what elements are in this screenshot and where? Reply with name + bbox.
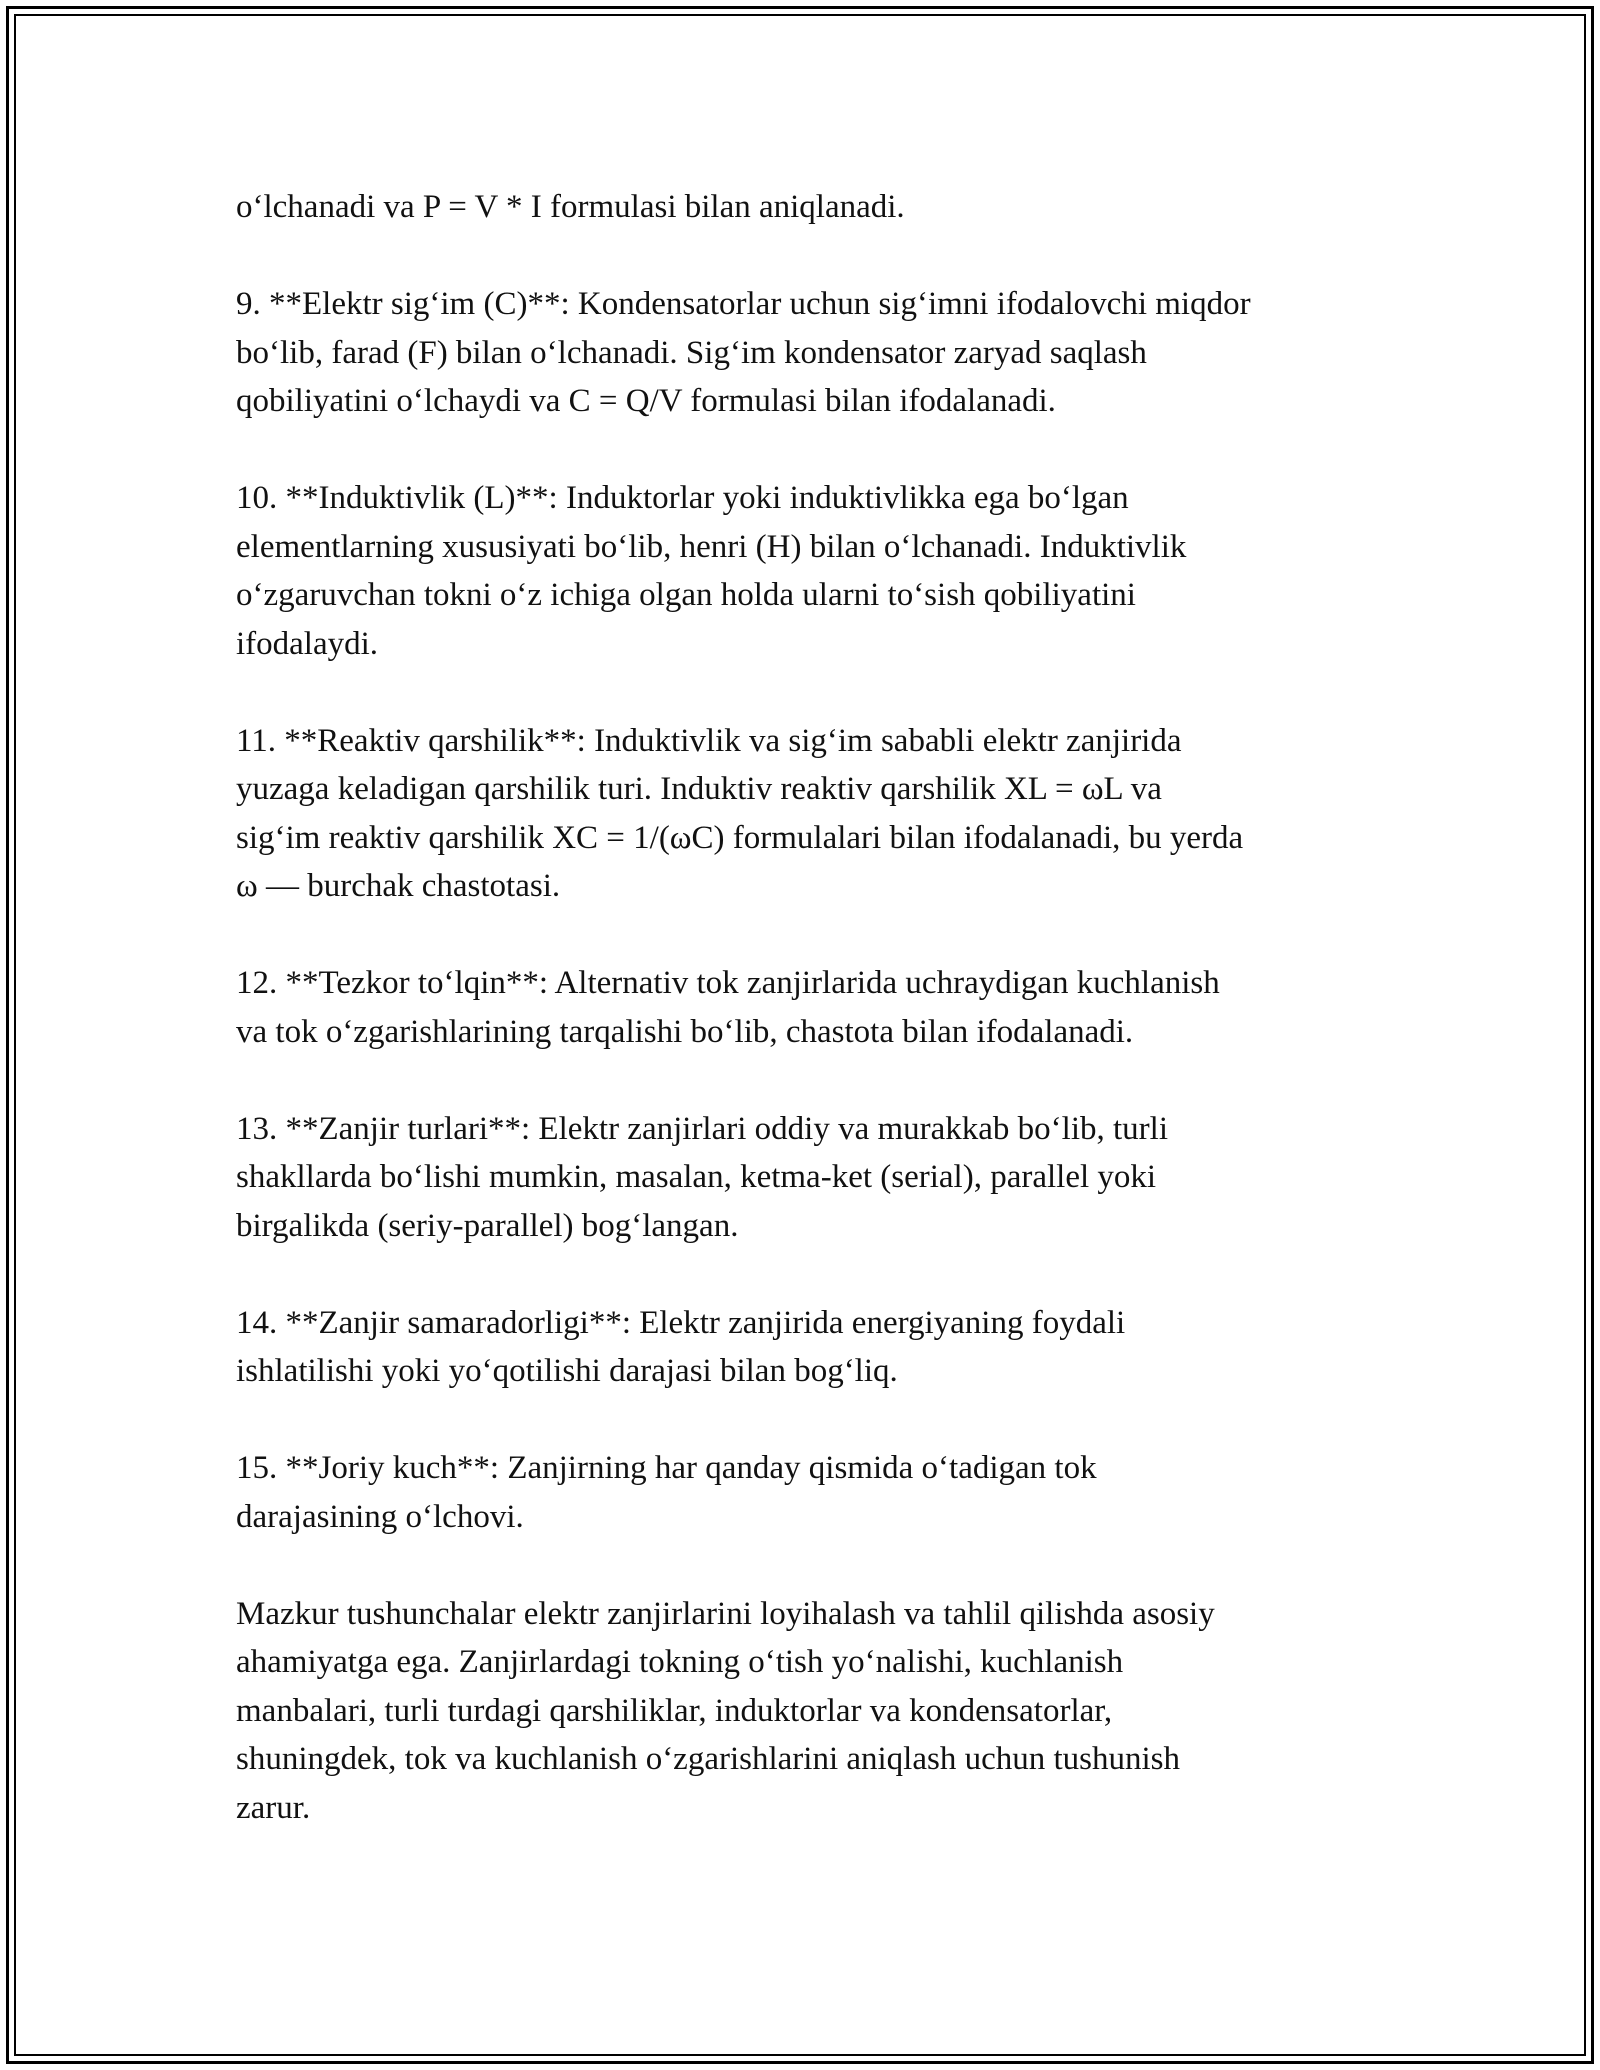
paragraph-conclusion: Mazkur tushunchalar elektr zanjirlarini loyihalash va tahlil qilishda asosiy ahamiyatga ega. Zanjirlardagi tokning o‘tish yo‘nalishi, kuchlanish manbalari, turli turdagi qarshiliklar, induktorlar va kondensatorlar, shuningdek, tok va kuchlanish o‘zgarishlarini aniqlash uchun tushunish zarur.: [236, 1595, 1215, 1826]
paragraph-item-12: 12. **Tezkor to‘lqin**: Alternativ tok zanjirlarida uchraydigan kuchlanish va tok o‘zgarishlarining tarqalishi bo‘lib, chastota bilan ifodalanadi.: [236, 965, 1220, 1050]
paragraph-item-10: 10. **Induktivlik (L)**: Induktorlar yoki induktivlikka ega bo‘lgan elementlarning xususiyati bo‘lib, henri (H) bilan o‘lchanadi. Induktivlik o‘zgaruvchan tokni o‘z ichiga olgan holda ularni to‘sish qobiliyatini ifodalaydi.: [236, 480, 1187, 662]
paragraph-item-15: 15. **Joriy kuch**: Zanjirning har qanday qismida o‘tadigan tok darajasining o‘lchovi.: [236, 1450, 1097, 1535]
paragraph-item-14: 14. **Zanjir samaradorligi**: Elektr zanjirida energiyaning foydali ishlatilishi yoki yo‘qotilishi darajasi bilan bog‘liq.: [236, 1304, 1126, 1389]
paragraph-item-13: 13. **Zanjir turlari**: Elektr zanjirlari oddiy va murakkab bo‘lib, turli shakllarda bo‘lishi mumkin, masalan, ketma-ket (serial), parallel yoki birgalikda (seriy-parallel) bog‘langan.: [236, 1110, 1168, 1244]
paragraph-item-11: 11. **Reaktiv qarshilik**: Induktivlik va sig‘im sababli elektr zanjirida yuzaga keladigan qarshilik turi. Induktiv reaktiv qarshilik XL = ωL va sig‘im reaktiv qarshilik XC = 1/(ωC) formulalari bilan ifodalanadi, bu yerda ω — burchak chastotasi.: [236, 722, 1244, 904]
document-body: [236, 183, 1406, 1881]
paragraph-item-9: 9. **Elektr sig‘im (C)**: Kondensatorlar uchun sig‘imni ifodalovchi miqdor bo‘lib, farad (F) bilan o‘lchanadi. Sig‘im kondensator zaryad saqlash qobiliyatini o‘lchaydi va C = Q/V formulasi bilan ifodalanadi.: [236, 286, 1251, 419]
paragraph-continuation: o‘lchanadi va P = V * I formulasi bilan aniqlanadi.: [236, 189, 905, 225]
